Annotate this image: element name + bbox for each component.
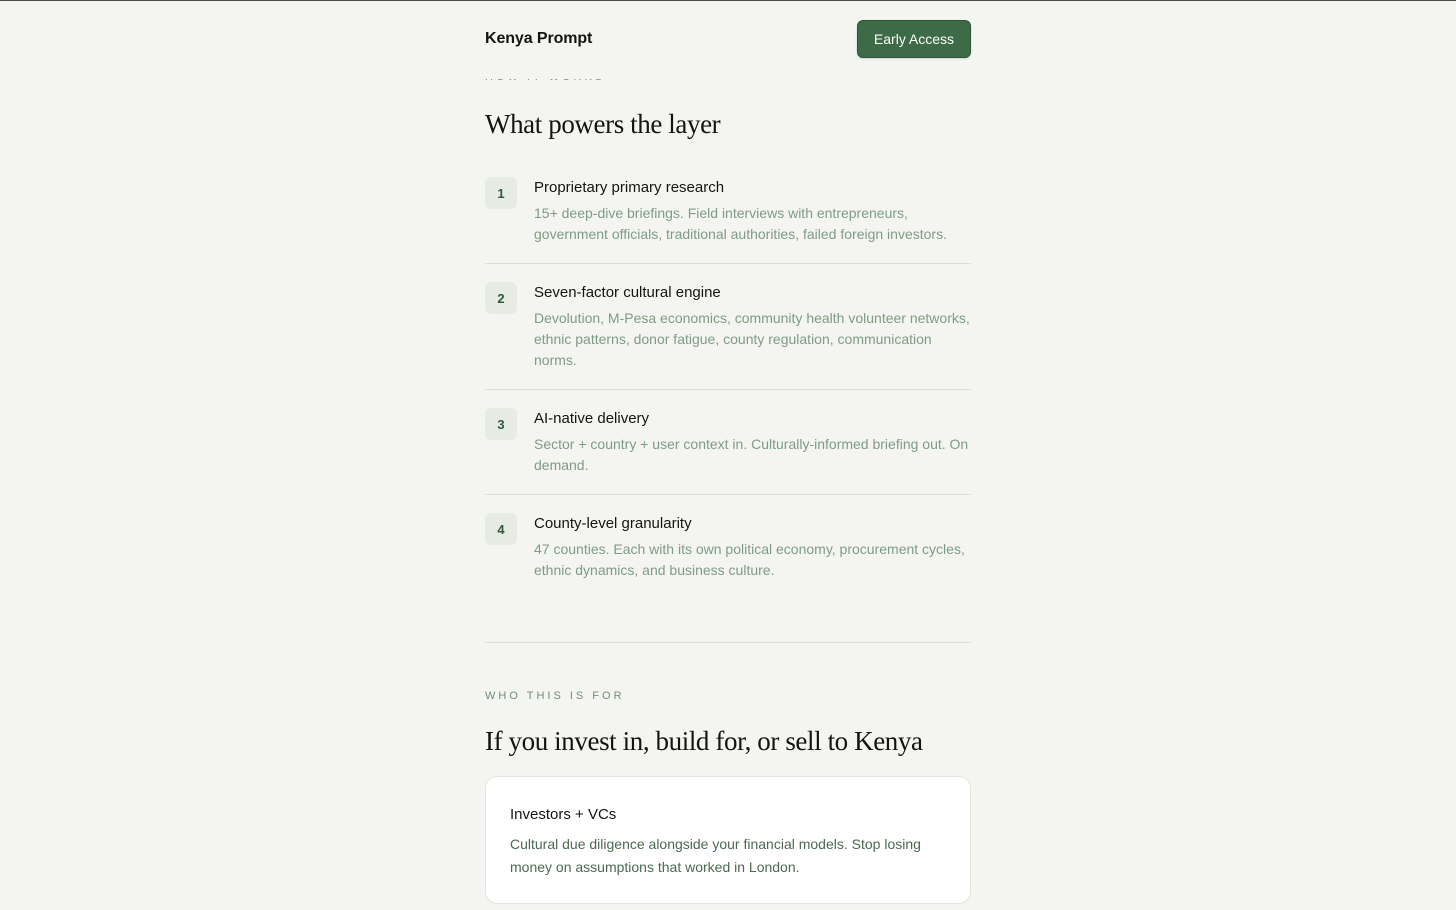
divider	[485, 389, 971, 390]
step-description: Sector + country + user context in. Culturally-informed briefing out. On demand.	[534, 436, 969, 473]
step-description: Devolution, M-Pesa economics, community health volunteer networks, ethnic patterns, donor fatigue, county regulation, communication norms.	[534, 310, 970, 368]
step-number-badge: 1	[485, 177, 517, 209]
divider	[485, 494, 971, 495]
top-nav	[485, 1, 971, 79]
brand-logo[interactable]: Kenya Prompt	[485, 30, 593, 47]
step-title: Proprietary primary research	[534, 179, 725, 196]
audience-heading: If you invest in, build for, or sell to Kenya	[485, 726, 923, 756]
step-number-badge: 2	[485, 282, 517, 314]
step-number-badge: 3	[485, 408, 517, 440]
audience-eyebrow: WHO THIS IS FOR	[485, 690, 625, 702]
section-divider	[485, 642, 971, 643]
step-number-badge: 4	[485, 513, 517, 545]
divider	[485, 263, 971, 264]
step-title: County-level granularity	[534, 515, 692, 532]
step-description: 47 counties. Each with its own political economy, procurement cycles, ethnic dynamics, and business culture.	[534, 541, 965, 578]
audience-card	[485, 776, 971, 904]
audience-card-description: Cultural due diligence alongside your financial models. Stop losing money on assumptions that worked in London.	[510, 836, 921, 875]
step-description: 15+ deep-dive briefings. Field interviews with entrepreneurs, government officials, traditional authorities, failed foreign investors.	[534, 205, 947, 242]
audience-card-title: Investors + VCs	[510, 806, 617, 823]
step-title: Seven-factor cultural engine	[534, 284, 721, 301]
how-it-works-heading: What powers the layer	[485, 109, 721, 139]
early-access-button[interactable]: Early Access	[857, 20, 971, 58]
step-title: AI-native delivery	[534, 410, 650, 427]
